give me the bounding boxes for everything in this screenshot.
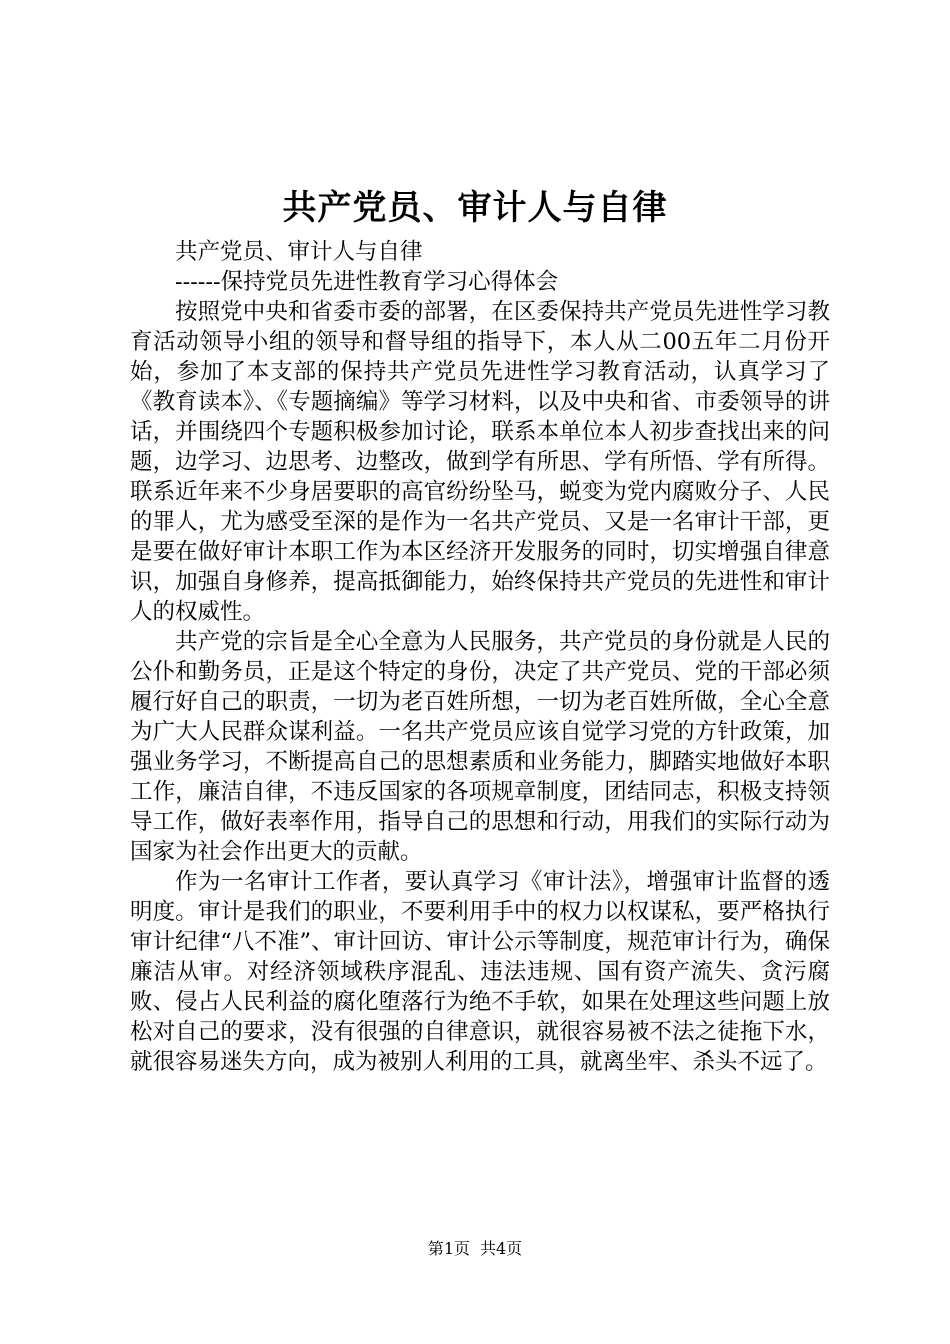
page-footer: [0, 1236, 950, 1259]
page-total: 共4页: [480, 1239, 523, 1258]
page-number: 第1页: [427, 1239, 470, 1258]
document-title: 共产党员、审计人与自律: [282, 188, 668, 228]
paragraph-2: 共产党的宗旨是全心全意为人民服务，共产党员的身份就是人民的公仆和勤务员，正是这个特定的身份，决定了共产党员、党的干部必须履行好自己的职责，一切为老百姓所想，一切为老百姓所做，全心全意为广大人民群众谋利益。一名共产党员应该自觉学习党的方针政策，加强业务学习，不断提高自己的思想素质和业务能力，脚踏实地做好本职工作，廉洁自律，不违反国家的各项规章制度，团结同志，积极支持领导工作，做好表率作用，指导自己的思想和行动，用我们的实际行动为国家为社会作出更大的贡献。: [130, 629, 830, 865]
subheading: ------保持党员先进性教育学习心得体会: [175, 269, 559, 295]
paragraph-3: 作为一名审计工作者，要认真学习《审计法》，增强审计监督的透明度。审计是我们的职业，不要利用手中的权力以权谋私，要严格执行审计纪律“八不准”、审计回访、审计公示等制度，规范审计行为，确保廉洁从审。对经济领域秩序混乱、违法违规、国有资产流失、贪污腐败、侵占人民利益的腐化堕落行为绝不手软，如果在处理这些问题上放松对自己的要求，没有很强的自律意识，就很容易被不法之徒拖下水，就很容易迷失方向，成为被别人利用的工具，就离坐牢、杀头不远了。: [130, 869, 830, 1075]
document-body: [130, 237, 830, 1077]
subtitle: 共产党员、审计人与自律: [175, 239, 423, 265]
paragraph-1: 按照党中央和省委市委的部署，在区委保持共产党员先进性学习教育活动领导小组的领导和督导组的指导下，本人从二00五年二月份开始，参加了本支部的保持共产党员先进性学习教育活动，认真学习了《教育读本》、《专题摘编》等学习材料，以及中央和省、市委领导的讲话，并围绕四个专题积极参加讨论，联系本单位本人初步查找出来的问题，边学习、边思考、边整改，做到学有所思、学有所悟、学有所得。联系近年来不少身居要职的高官纷纷坠马，蜕变为党内腐败分子、人民的罪人，尤为感受至深的是作为一名共产党员、又是一名审计干部，更是要在做好审计本职工作为本区经济开发服务的同时，切实增强自律意识，加强自身修养，提高抵御能力，始终保持共产党员的先进性和审计人的权威性。: [130, 299, 830, 625]
